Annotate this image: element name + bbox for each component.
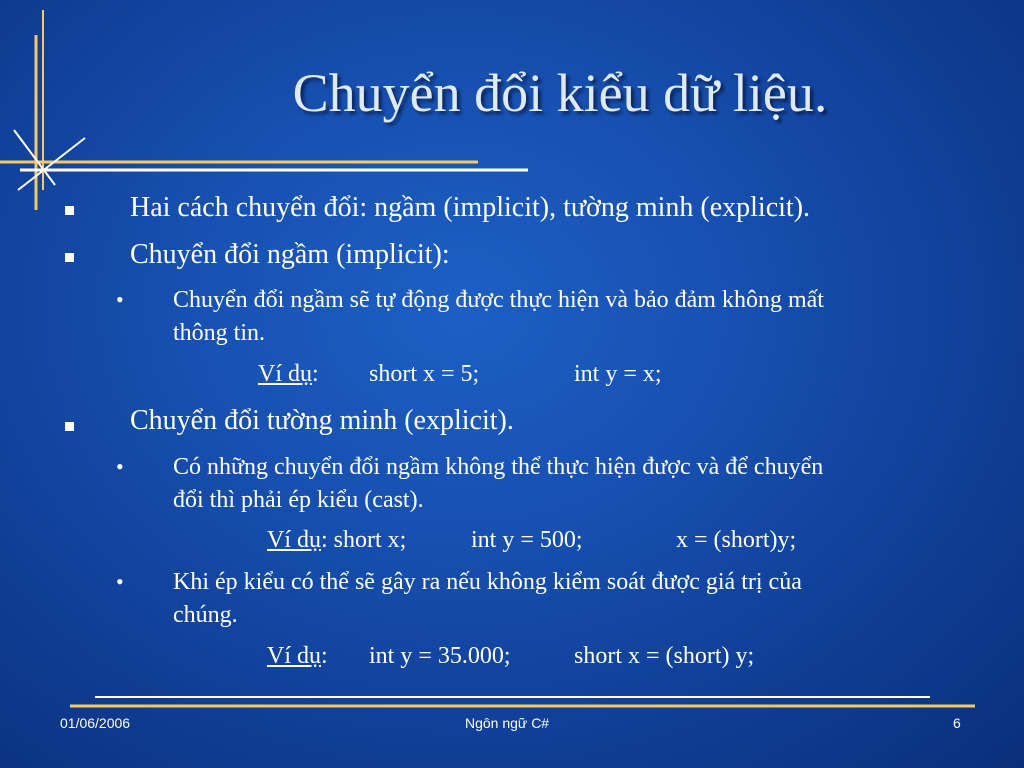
dot-bullet-icon: • — [116, 569, 124, 594]
example-line — [258, 361, 319, 388]
dot-bullet-icon: • — [116, 454, 124, 479]
example-separator: : — [312, 361, 319, 387]
footer-title: Ngôn ngữ C# — [465, 715, 550, 731]
bullet-text: Chuyển đổi ngầm (implicit): — [130, 239, 450, 270]
example-code: int y = x; — [574, 361, 662, 387]
example-line — [267, 527, 406, 554]
example-line — [267, 643, 328, 670]
square-bullet-icon — [65, 253, 74, 262]
square-bullet-icon — [65, 422, 74, 431]
sub-bullet-line: chúng. — [173, 602, 238, 628]
example-code: short x = 5; — [369, 361, 480, 387]
bullet-text: Chuyển đổi tường minh (explicit). — [130, 405, 514, 436]
dot-bullet-icon: • — [116, 287, 124, 312]
bullet-text: Hai cách chuyển đổi: ngầm (implicit), tường minh (explicit). — [130, 192, 811, 223]
sub-bullet-line: Có những chuyển đổi ngầm không thể thực hiện được và để chuyển — [173, 454, 824, 480]
example-label: Ví dụ — [267, 527, 321, 553]
sub-bullet-line: đổi thì phải ép kiểu (cast). — [173, 487, 424, 513]
sub-bullet-line: Khi ép kiểu có thể sẽ gây ra nếu không kiểm soát được giá trị của — [173, 569, 802, 595]
example-separator: : — [321, 643, 328, 669]
example-label: Ví dụ — [267, 643, 321, 669]
example-separator: : short x; — [321, 527, 407, 553]
example-code: int y = 35.000; — [369, 643, 511, 669]
sub-bullet-line: thông tin. — [173, 320, 266, 346]
footer-date: 01/06/2006 — [60, 715, 131, 731]
example-label: Ví dụ — [258, 361, 312, 387]
sub-bullet-line: Chuyển đổi ngầm sẽ tự động được thực hiện và bảo đảm không mất — [173, 287, 824, 313]
footer-page-number: 6 — [953, 715, 961, 731]
example-code: short x = (short) y; — [574, 643, 755, 669]
slide-title: Chuyển đổi kiểu dữ liệu. — [292, 63, 828, 123]
example-code: int y = 500; — [471, 527, 583, 553]
square-bullet-icon — [65, 206, 74, 215]
example-code: x = (short)y; — [676, 527, 797, 553]
